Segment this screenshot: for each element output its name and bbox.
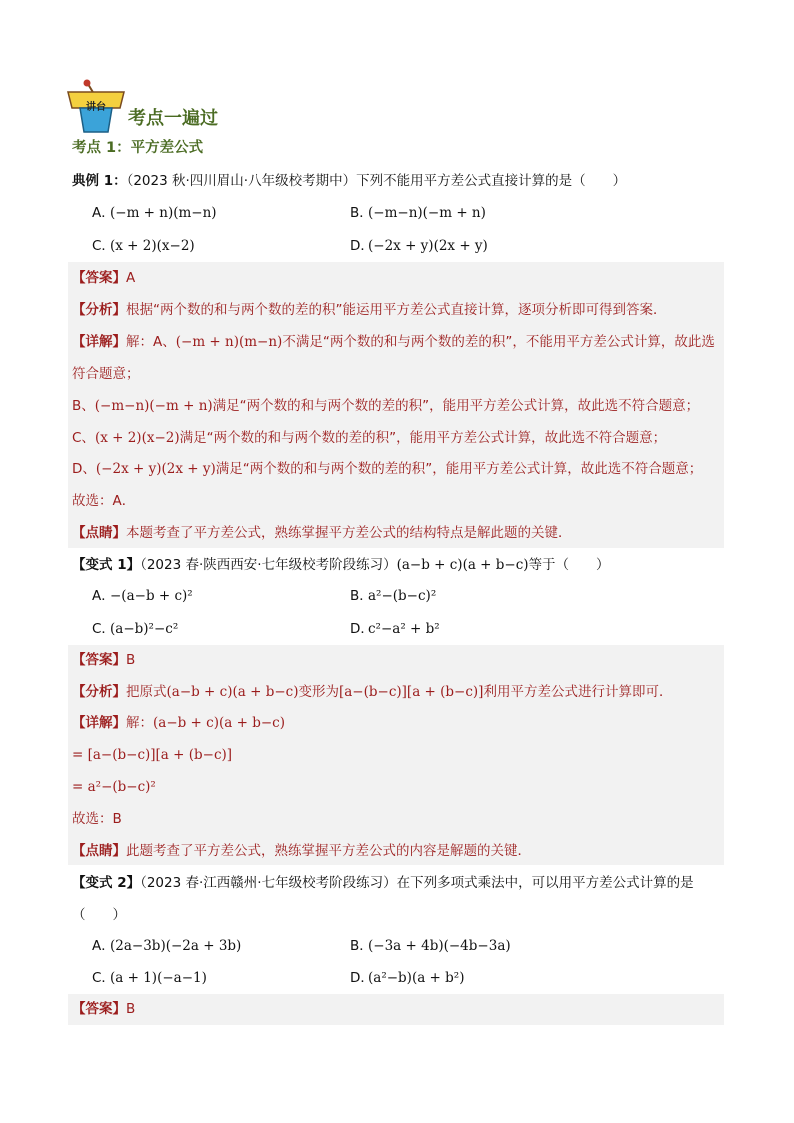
example1-question <box>72 171 626 191</box>
variant1-option-a: A．−(a−b + c)² <box>92 588 193 604</box>
example1-detail-c: C、(x + 2)(x−2)满足“两个数的和与两个数的差的积”，能用平方差公式计算，故此选不符合题意； <box>72 430 667 446</box>
example1-prefix: 典例 1： <box>72 173 127 189</box>
variant2-answer: 【答案】B <box>72 1001 136 1017</box>
variant1-answer: 【答案】B <box>72 652 136 668</box>
lectern-label: 讲台 <box>86 102 106 113</box>
variant1-question: 【变式 1】（2023 春·陕西西安·七年级校考阶段练习）(a−b + c)(a + b−c)等于（ ） <box>72 557 610 573</box>
example1-choice: 故选：A． <box>72 493 136 509</box>
example1-detail: 【详解】解：A、(−m + n)(m−n)不满足“两个数的和与两个数的差的积”，不能用平方差公式计算，故此选 <box>72 334 715 350</box>
variant1-comment: 【点睛】此题考查了平方差公式，熟练掌握平方差公式的内容是解题的关键． <box>72 843 531 859</box>
example1-option-d: D．(−2x + y)(2x + y) <box>350 238 488 254</box>
variant1-option-b: B．a²−(b−c)² <box>350 588 437 604</box>
variant1-analysis: 【分析】把原式(a−b + c)(a + b−c)变形为[a−(b−c)][a + (b−c)]利用平方差公式进行计算即可． <box>72 684 673 700</box>
example1-comment: 【点睛】本题考查了平方差公式，熟练掌握平方差公式的结构特点是解此题的关键． <box>72 525 572 541</box>
variant2-solution-box <box>68 994 724 1025</box>
variant2-option-b: B．(−3a + 4b)(−4b−3a) <box>350 938 511 954</box>
variant1-option-d: D．c²−a² + b² <box>350 621 440 637</box>
page-title: 考点一遍过 <box>128 108 218 129</box>
example1-detail-d: D、(−2x + y)(2x + y)满足“两个数的和与两个数的差的积”，能用平方差公式计算，故此选不符合题意； <box>72 461 703 477</box>
section-title: 考点 1：平方差公式 <box>72 140 204 156</box>
variant1-option-c: C．(a−b)²−c² <box>92 621 179 637</box>
example1-analysis: 【分析】根据“两个数的和与两个数的差的积”能运用平方差公式直接计算，逐项分析即可得到答案． <box>72 302 667 318</box>
variant1-step1: = [a−(b−c)][a + (b−c)] <box>72 747 233 763</box>
example1-option-c: C．(x + 2)(x−2) <box>92 238 195 254</box>
variant2-option-c: C．(a + 1)(−a−1) <box>92 970 207 986</box>
variant2-option-a: A．(2a−3b)(−2a + 3b) <box>92 938 242 954</box>
variant1-detail: 【详解】解：(a−b + c)(a + b−c) <box>72 715 285 731</box>
example1-answer: 【答案】A <box>72 270 136 286</box>
variant1-choice: 故选：B <box>72 811 122 827</box>
example1-text: （2023 秋·四川眉山·八年级校考期中）下列不能用平方差公式直接计算的是（ ） <box>126 173 627 189</box>
variant1-step2: = a²−(b−c)² <box>72 779 156 795</box>
example1-option-a: A．(−m + n)(m−n) <box>92 205 217 221</box>
example1-option-b: B．(−m−n)(−m + n) <box>350 205 486 221</box>
variant2-question-line2: （ ） <box>72 907 126 923</box>
example1-detail-line2: 符合题意； <box>72 366 140 382</box>
variant2-question: 【变式 2】（2023 春·江西赣州·七年级校考阶段练习）在下列多项式乘法中，可以用平方差公式计算的是 <box>72 875 694 891</box>
variant2-option-d: D．(a²−b)(a + b²) <box>350 970 465 986</box>
example1-detail-b: B、(−m−n)(−m + n)满足“两个数的和与两个数的差的积”，能用平方差公式计算，故此选不符合题意； <box>72 398 700 414</box>
